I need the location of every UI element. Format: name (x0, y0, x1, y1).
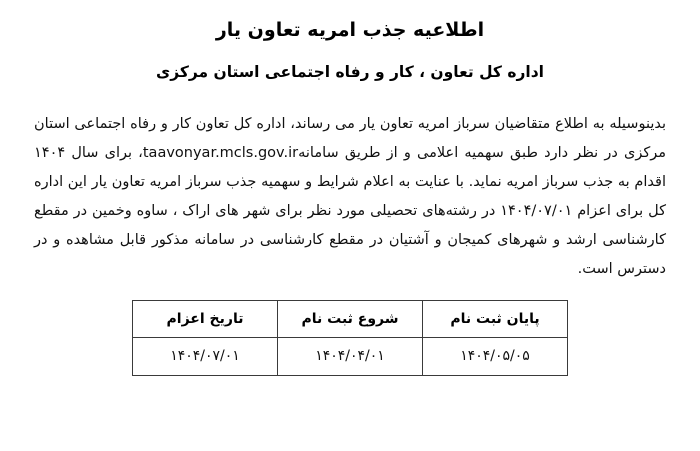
table-header-registration-end: پایان ثبت نام (423, 300, 568, 337)
body-paragraph-part-2: ، برای سال ۱۴۰۴ اقدام به جذب سرباز امریه نماید. با عنایت به اعلام شرایط و سهمیه جذب سرباز امریه تعاون یار این اداره کل برای اعزام ۱۴۰۴/۰۷/۰۱ در رشته‌های تحصیلی مورد نظر برای شهر های اراک ، ساوه وخمین در مقطع کارشناسی ارشد و شهرهای کمیجان و آشتیان در مقطع کارشناسی در سامانه مذکور قابل مشاهده و در دسترس است. (34, 144, 666, 277)
registration-website-link[interactable]: taavonyar.mcls.gov.ir (142, 144, 299, 161)
table-header-registration-start: شروع ثبت نام (278, 300, 423, 337)
table-header-row (133, 300, 568, 337)
table-row (133, 338, 568, 375)
page-title: اطلاعیه جذب امریه تعاون یار (215, 19, 485, 41)
table-header-dispatch-date: تاریخ اعزام (133, 300, 278, 337)
page-subtitle: اداره کل تعاون ، کار و رفاه اجتماعی استان مرکزی (156, 62, 544, 81)
cell-registration-end: ۱۴۰۴/۰۵/۰۵ (423, 338, 568, 375)
dates-table (132, 300, 568, 376)
body-paragraph-part-1: بدینوسیله به اطلاع متقاضیان سرباز امریه تعاون یار می رساند، اداره کل تعاون کار و رفاه اجتماعی استان مرکزی در نظر دارد طبق سهمیه اعلامی و از طریق سامانه (34, 115, 666, 161)
cell-dispatch-date: ۱۴۰۴/۰۷/۰۱ (133, 338, 278, 375)
cell-registration-start: ۱۴۰۴/۰۴/۰۱ (278, 338, 423, 375)
dates-table-container (28, 300, 672, 376)
announcement-body (28, 110, 672, 284)
